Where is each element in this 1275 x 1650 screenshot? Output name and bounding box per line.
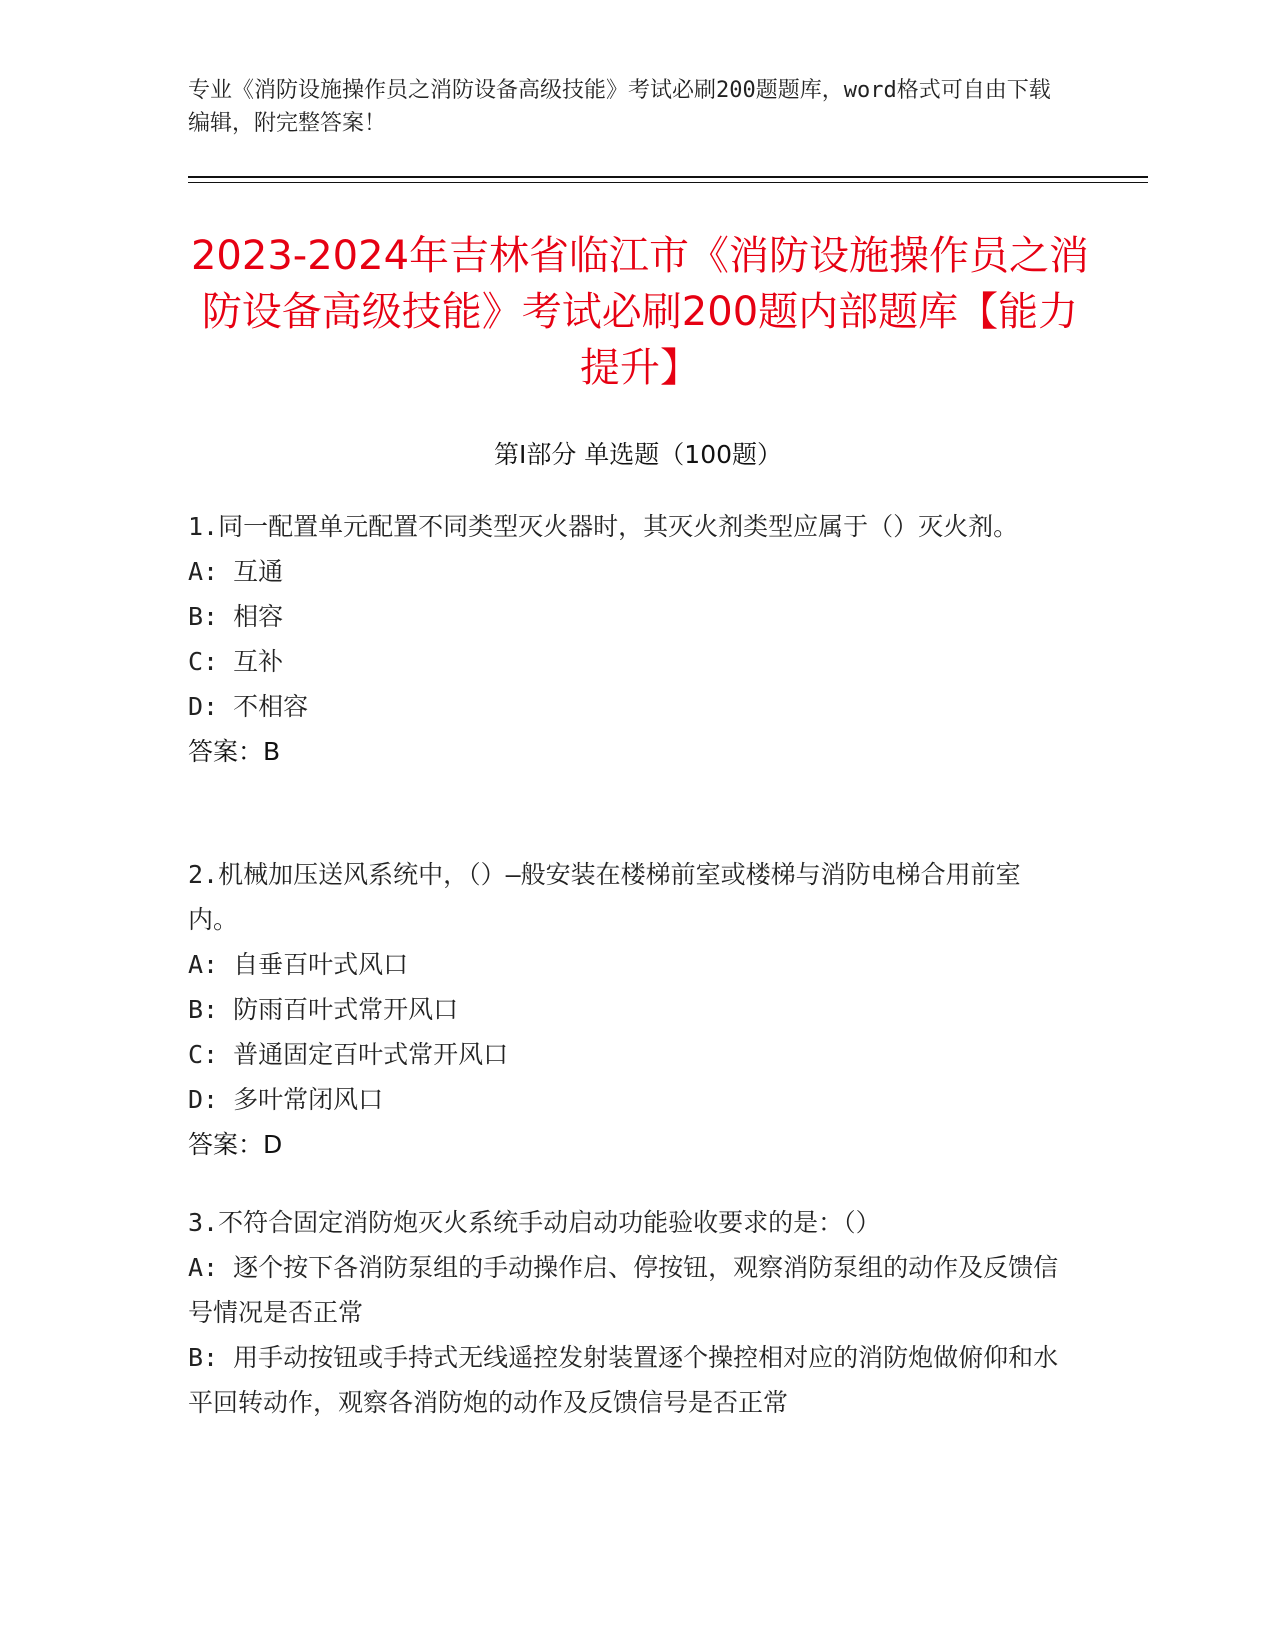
option-b: B: 用手动按钮或手持式无线遥控发射装置逐个操控相对应的消防炮做俯仰和水平回转动作，观察各消防炮的动作及反馈信号是否正常 [188,1343,1059,1417]
header-divider-thin [188,182,1148,183]
header-divider-thick [188,176,1148,178]
header-note: 专业《消防设施操作员之消防设备高级技能》考试必刷200题题库，word格式可自由下载编辑，附完整答案！ [188,78,1051,136]
option-a: A: 自垂百叶式风口 [188,950,409,979]
option-c: C: 普通固定百叶式常开风口 [188,1040,509,1069]
question-stem: 2.机械加压送风系统中，（）—般安装在楼梯前室或楼梯与消防电梯合用前室内。 [188,860,1021,934]
question-3 [188,1200,1068,1425]
option-a: A: 互通 [188,557,284,586]
answer: 答案：B [188,737,281,766]
question-2 [188,852,1068,1167]
answer: 答案：D [188,1130,283,1159]
option-c: C: 互补 [188,647,284,676]
document-title: 2023-2024年吉林省临江市《消防设施操作员之消防设备高级技能》考试必刷200题内部题库【能力提升】 [190,233,1090,391]
question-stem: 3.不符合固定消防炮灭火系统手动启动功能验收要求的是：（） [188,1208,881,1237]
option-a: A: 逐个按下各消防泵组的手动操作启、停按钮，观察消防泵组的动作及反馈信号情况是否正常 [188,1253,1059,1327]
option-b: B: 防雨百叶式常开风口 [188,995,459,1024]
option-d: D: 不相容 [188,692,309,721]
option-d: D: 多叶常闭风口 [188,1085,384,1114]
question-1 [188,504,1068,774]
option-b: B: 相容 [188,602,284,631]
question-stem: 1.同一配置单元配置不同类型灭火器时，其灭火剂类型应属于（）灭火剂。 [188,512,1019,541]
section-heading: 第I部分 单选题（100题） [493,440,783,469]
